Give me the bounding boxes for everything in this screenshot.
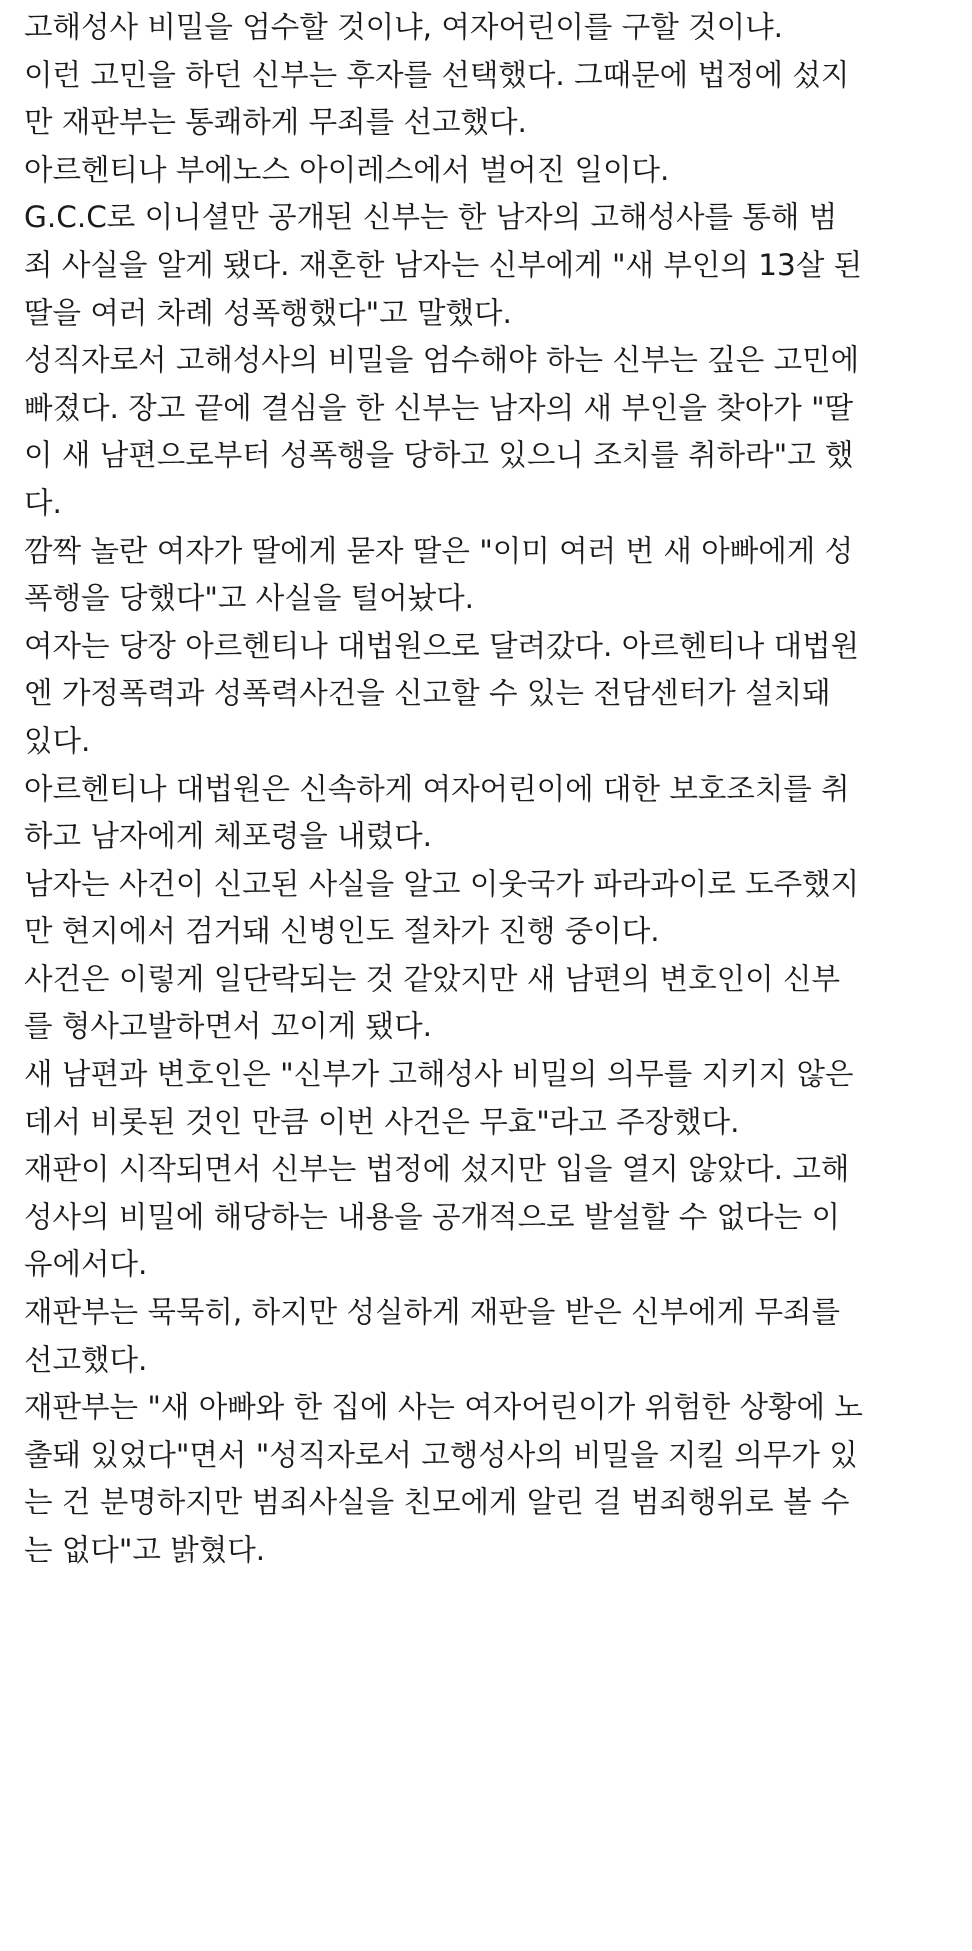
text-line: 데서 비롯된 것인 만큼 이번 사건은 무효"라고 주장했다. [24, 1104, 740, 1139]
text-line: 이런 고민을 하던 신부는 후자를 선택했다. 그때문에 법정에 섰지 [24, 57, 850, 92]
text-line: 선고했다. [24, 1342, 148, 1377]
text-line: 만 재판부는 통쾌하게 무죄를 선고했다. [24, 105, 527, 140]
text-line: 재판이 시작되면서 신부는 법정에 섰지만 입을 열지 않았다. 고해 [24, 1152, 850, 1187]
text-line: 는 건 분명하지만 범죄사실을 친모에게 알린 걸 범죄행위로 볼 수 [24, 1485, 850, 1520]
text-line: 있다. [24, 723, 91, 758]
text-line: 다. [24, 485, 62, 520]
text-line: 사건은 이렇게 일단락되는 것 같았지만 새 남편의 변호인이 신부 [24, 961, 840, 996]
text-line: 이 새 남편으로부터 성폭행을 당하고 있으니 조치를 취하라"고 했 [24, 438, 854, 473]
text-line: 는 없다"고 밝혔다. [24, 1533, 266, 1567]
text-line: 재판부는 "새 아빠와 한 집에 사는 여자어린이가 위험한 상황에 노 [24, 1390, 863, 1425]
text-line: 를 형사고발하면서 꼬이게 됐다. [24, 1009, 432, 1044]
text-line: 하고 남자에게 체포령을 내렸다. [24, 819, 432, 854]
text-line: 출돼 있었다"면서 "성직자로서 고행성사의 비밀을 지킬 의무가 있 [24, 1437, 858, 1472]
text-line: G.C.C로 이니셜만 공개된 신부는 한 남자의 고해성사를 통해 범 [24, 200, 838, 235]
text-line: 깜짝 놀란 여자가 딸에게 묻자 딸은 "이미 여러 번 새 아빠에게 성 [24, 533, 854, 568]
text-line: 아르헨티나 대법원은 신속하게 여자어린이에 대한 보호조치를 취 [24, 771, 850, 806]
text-line: 성직자로서 고해성사의 비밀을 엄수해야 하는 신부는 깊은 고민에 [24, 343, 860, 378]
text-line: 유에서다. [24, 1247, 148, 1282]
text-line: 여자는 당장 아르헨티나 대법원으로 달려갔다. 아르헨티나 대법원 [24, 628, 860, 663]
text-line: 만 현지에서 검거돼 신병인도 절차가 진행 중이다. [24, 914, 660, 949]
text-line: 아르헨티나 부에노스 아이레스에서 벌어진 일이다. [24, 152, 670, 187]
text-line: 폭행을 당했다"고 사실을 털어놨다. [24, 581, 475, 616]
text-line: 죄 사실을 알게 됐다. 재혼한 남자는 신부에게 "새 부인의 13살 된 [24, 247, 863, 282]
text-line: 엔 가정폭력과 성폭력사건을 신고할 수 있는 전담센터가 설치돼 [24, 676, 831, 711]
text-line: 고해성사 비밀을 엄수할 것이냐, 여자어린이를 구할 것이냐. [24, 10, 783, 44]
text-line: 재판부는 묵묵히, 하지만 성실하게 재판을 받은 신부에게 무죄를 [24, 1295, 840, 1330]
text-line: 빠졌다. 장고 끝에 결심을 한 신부는 남자의 새 부인을 찾아가 "딸 [24, 390, 854, 425]
text-line: 딸을 여러 차례 성폭행했다"고 말했다. [24, 295, 512, 330]
text-line: 성사의 비밀에 해당하는 내용을 공개적으로 발설할 수 없다는 이 [24, 1199, 840, 1234]
text-line: 남자는 사건이 신고된 사실을 알고 이웃국가 파라과이로 도주했지 [24, 866, 860, 901]
text-line: 새 남편과 변호인은 "신부가 고해성사 비밀의 의무를 지키지 않은 [24, 1057, 854, 1092]
